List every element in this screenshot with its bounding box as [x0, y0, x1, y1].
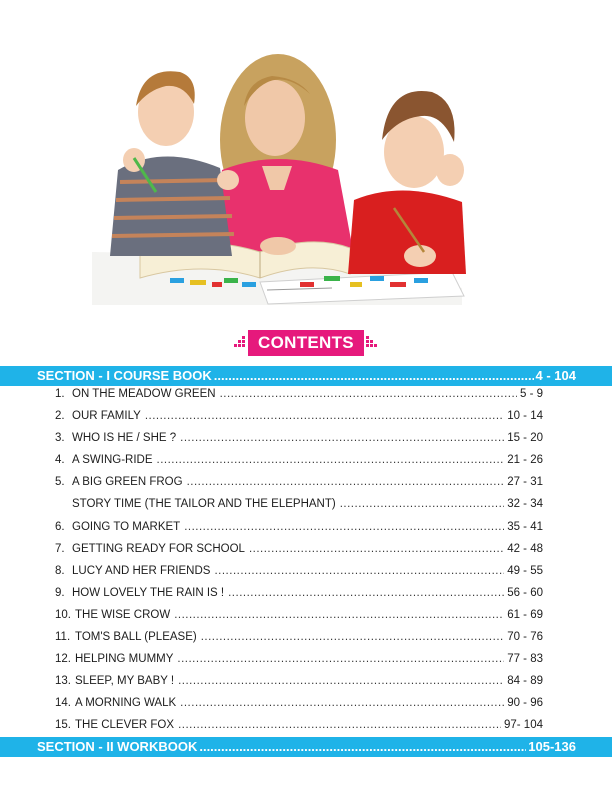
dot-leader: [187, 476, 505, 488]
toc-row: [55, 476, 543, 498]
dot-leader: [228, 587, 504, 599]
toc-title: SLEEP, MY BABY !: [75, 675, 175, 688]
toc-pages: 97- 104: [503, 719, 543, 732]
toc-pages: 32 - 34: [507, 498, 543, 511]
toc-num: 5.: [55, 476, 65, 489]
dot-leader: [180, 697, 504, 709]
toc-num: 12.: [55, 653, 71, 666]
toc-title: WHO IS HE / SHE ?: [72, 432, 177, 445]
toc-title: GETTING READY FOR SCHOOL: [72, 542, 245, 555]
toc-title: HOW LOVELY THE RAIN IS !: [72, 586, 225, 599]
toc-title: STORY TIME (THE TAILOR AND THE ELEPHANT): [72, 498, 336, 511]
toc-num: 10.: [55, 608, 71, 621]
section-pages: 4 - 104: [535, 368, 576, 383]
dot-leader: [201, 631, 504, 643]
section-pages: 105-136: [528, 739, 576, 754]
toc-num: 11.: [55, 631, 71, 644]
toc-row: [55, 675, 543, 697]
toc-pages: 49 - 55: [507, 564, 543, 577]
toc-num: 1.: [55, 388, 65, 400]
dot-leader: [178, 675, 504, 687]
toc-num: 14.: [55, 697, 71, 710]
toc-row: [55, 543, 543, 565]
toc-title: GOING TO MARKET: [72, 520, 181, 533]
toc-pages: 61 - 69: [507, 608, 543, 621]
section-label: SECTION - I COURSE BOOK: [37, 368, 212, 383]
toc-num: 2.: [55, 410, 65, 423]
toc-title: LUCY AND HER FRIENDS: [72, 564, 211, 577]
dot-leader: [220, 388, 517, 400]
dot-leader: [180, 432, 504, 444]
dot-leader: [145, 410, 504, 422]
toc-row: [55, 653, 543, 675]
toc-title: A BIG GREEN FROG: [72, 476, 183, 489]
toc-pages: 77 - 83: [507, 653, 543, 666]
toc-title: A MORNING WALK: [75, 697, 177, 710]
toc-num: 7.: [55, 542, 65, 555]
toc-row: [55, 565, 543, 587]
dot-leader: [178, 719, 501, 731]
section-label: SECTION - II WORKBOOK: [37, 739, 198, 754]
decorative-pixel-icon: [366, 336, 378, 350]
toc-pages: 15 - 20: [507, 432, 543, 445]
toc-title: THE CLEVER FOX: [75, 719, 175, 732]
toc-pages: 27 - 31: [507, 476, 543, 489]
toc-title: HELPING MUMMY: [75, 653, 174, 666]
toc-pages: 5 - 9: [519, 388, 543, 400]
dot-leader: [214, 366, 534, 386]
toc-row: [55, 609, 543, 631]
table-of-contents: [55, 388, 543, 742]
dot-leader: [199, 737, 526, 757]
toc-title: OUR FAMILY: [72, 410, 141, 423]
dot-leader: [157, 454, 505, 466]
toc-title: ON THE MEADOW GREEN: [72, 388, 216, 400]
dot-leader: [249, 543, 504, 555]
toc-row: [55, 697, 543, 719]
toc-num: 13.: [55, 675, 71, 688]
toc-pages: 35 - 41: [507, 520, 543, 533]
toc-num: 8.: [55, 564, 65, 577]
toc-pages: 84 - 89: [507, 675, 543, 688]
cover-photo-mother-and-children: [92, 20, 468, 305]
toc-row: [55, 454, 543, 476]
toc-num: 9.: [55, 586, 65, 599]
section-bar-course-book: [0, 366, 612, 386]
toc-title: THE WISE CROW: [75, 608, 171, 621]
toc-num: 6.: [55, 520, 65, 533]
toc-pages: 10 - 14: [507, 410, 543, 423]
toc-pages: 90 - 96: [507, 697, 543, 710]
toc-row: [55, 587, 543, 609]
toc-num: 3.: [55, 432, 65, 445]
toc-title: A SWING-RIDE: [72, 454, 153, 467]
toc-pages: 21 - 26: [507, 454, 543, 467]
toc-num: 15.: [55, 719, 71, 732]
toc-title: TOM'S BALL (PLEASE): [75, 631, 197, 644]
dot-leader: [184, 521, 504, 533]
toc-row: [55, 432, 543, 454]
decorative-pixel-icon: [234, 336, 246, 350]
toc-pages: 70 - 76: [507, 631, 543, 644]
dot-leader: [340, 498, 504, 510]
toc-row: [55, 631, 543, 653]
contents-heading: [248, 330, 364, 356]
contents-label: CONTENTS: [258, 333, 354, 352]
toc-row: [55, 410, 543, 432]
dot-leader: [177, 653, 504, 665]
toc-row: [55, 388, 543, 410]
dot-leader: [174, 609, 504, 621]
toc-num: 4.: [55, 454, 65, 467]
toc-pages: 42 - 48: [507, 542, 543, 555]
toc-row: [55, 521, 543, 543]
dot-leader: [214, 565, 504, 577]
toc-row: [55, 498, 543, 520]
section-bar-workbook: [0, 737, 612, 757]
toc-pages: 56 - 60: [507, 586, 543, 599]
